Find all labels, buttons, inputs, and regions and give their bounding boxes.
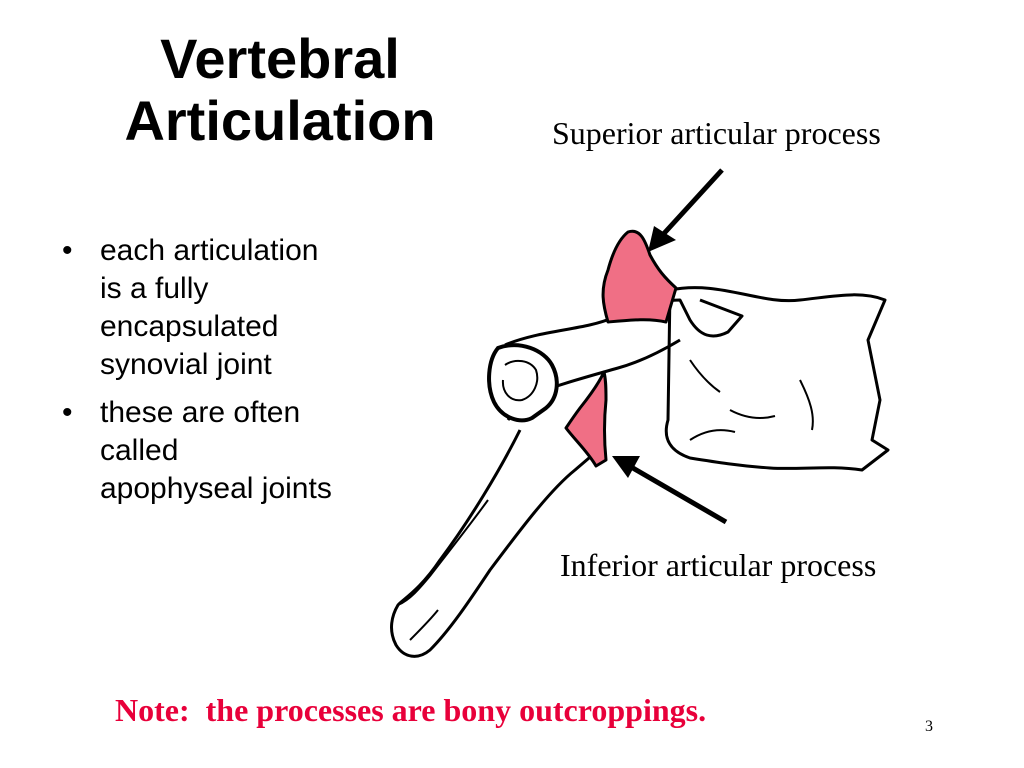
note-text: Note: the processes are bony outcroppings. — [115, 692, 707, 728]
lamina — [489, 345, 557, 420]
title-line-1: Vertebral — [160, 27, 400, 90]
arrow-superior — [648, 170, 722, 252]
bullet-line: these are often — [100, 396, 301, 429]
bullet-icon: • — [62, 396, 73, 429]
vertebral-body — [666, 288, 888, 470]
bullet-line: synovial joint — [100, 348, 272, 381]
page-number: 3 — [925, 718, 933, 735]
bullet-line: is a fully — [100, 272, 209, 305]
superior-process-label: Superior articular process — [552, 115, 881, 151]
inferior-process-label: Inferior articular process — [560, 547, 877, 583]
bullet-icon: • — [62, 234, 73, 267]
spinous-process — [392, 430, 596, 656]
title-line-2: Articulation — [124, 89, 436, 152]
arrow-inferior — [612, 456, 726, 522]
superior-articular-process — [603, 231, 676, 322]
bullet-line: each articulation — [100, 234, 319, 267]
bullet-line: called — [100, 434, 179, 467]
bullet-line: encapsulated — [100, 310, 279, 343]
bullet-line: apophyseal joints — [100, 472, 332, 505]
